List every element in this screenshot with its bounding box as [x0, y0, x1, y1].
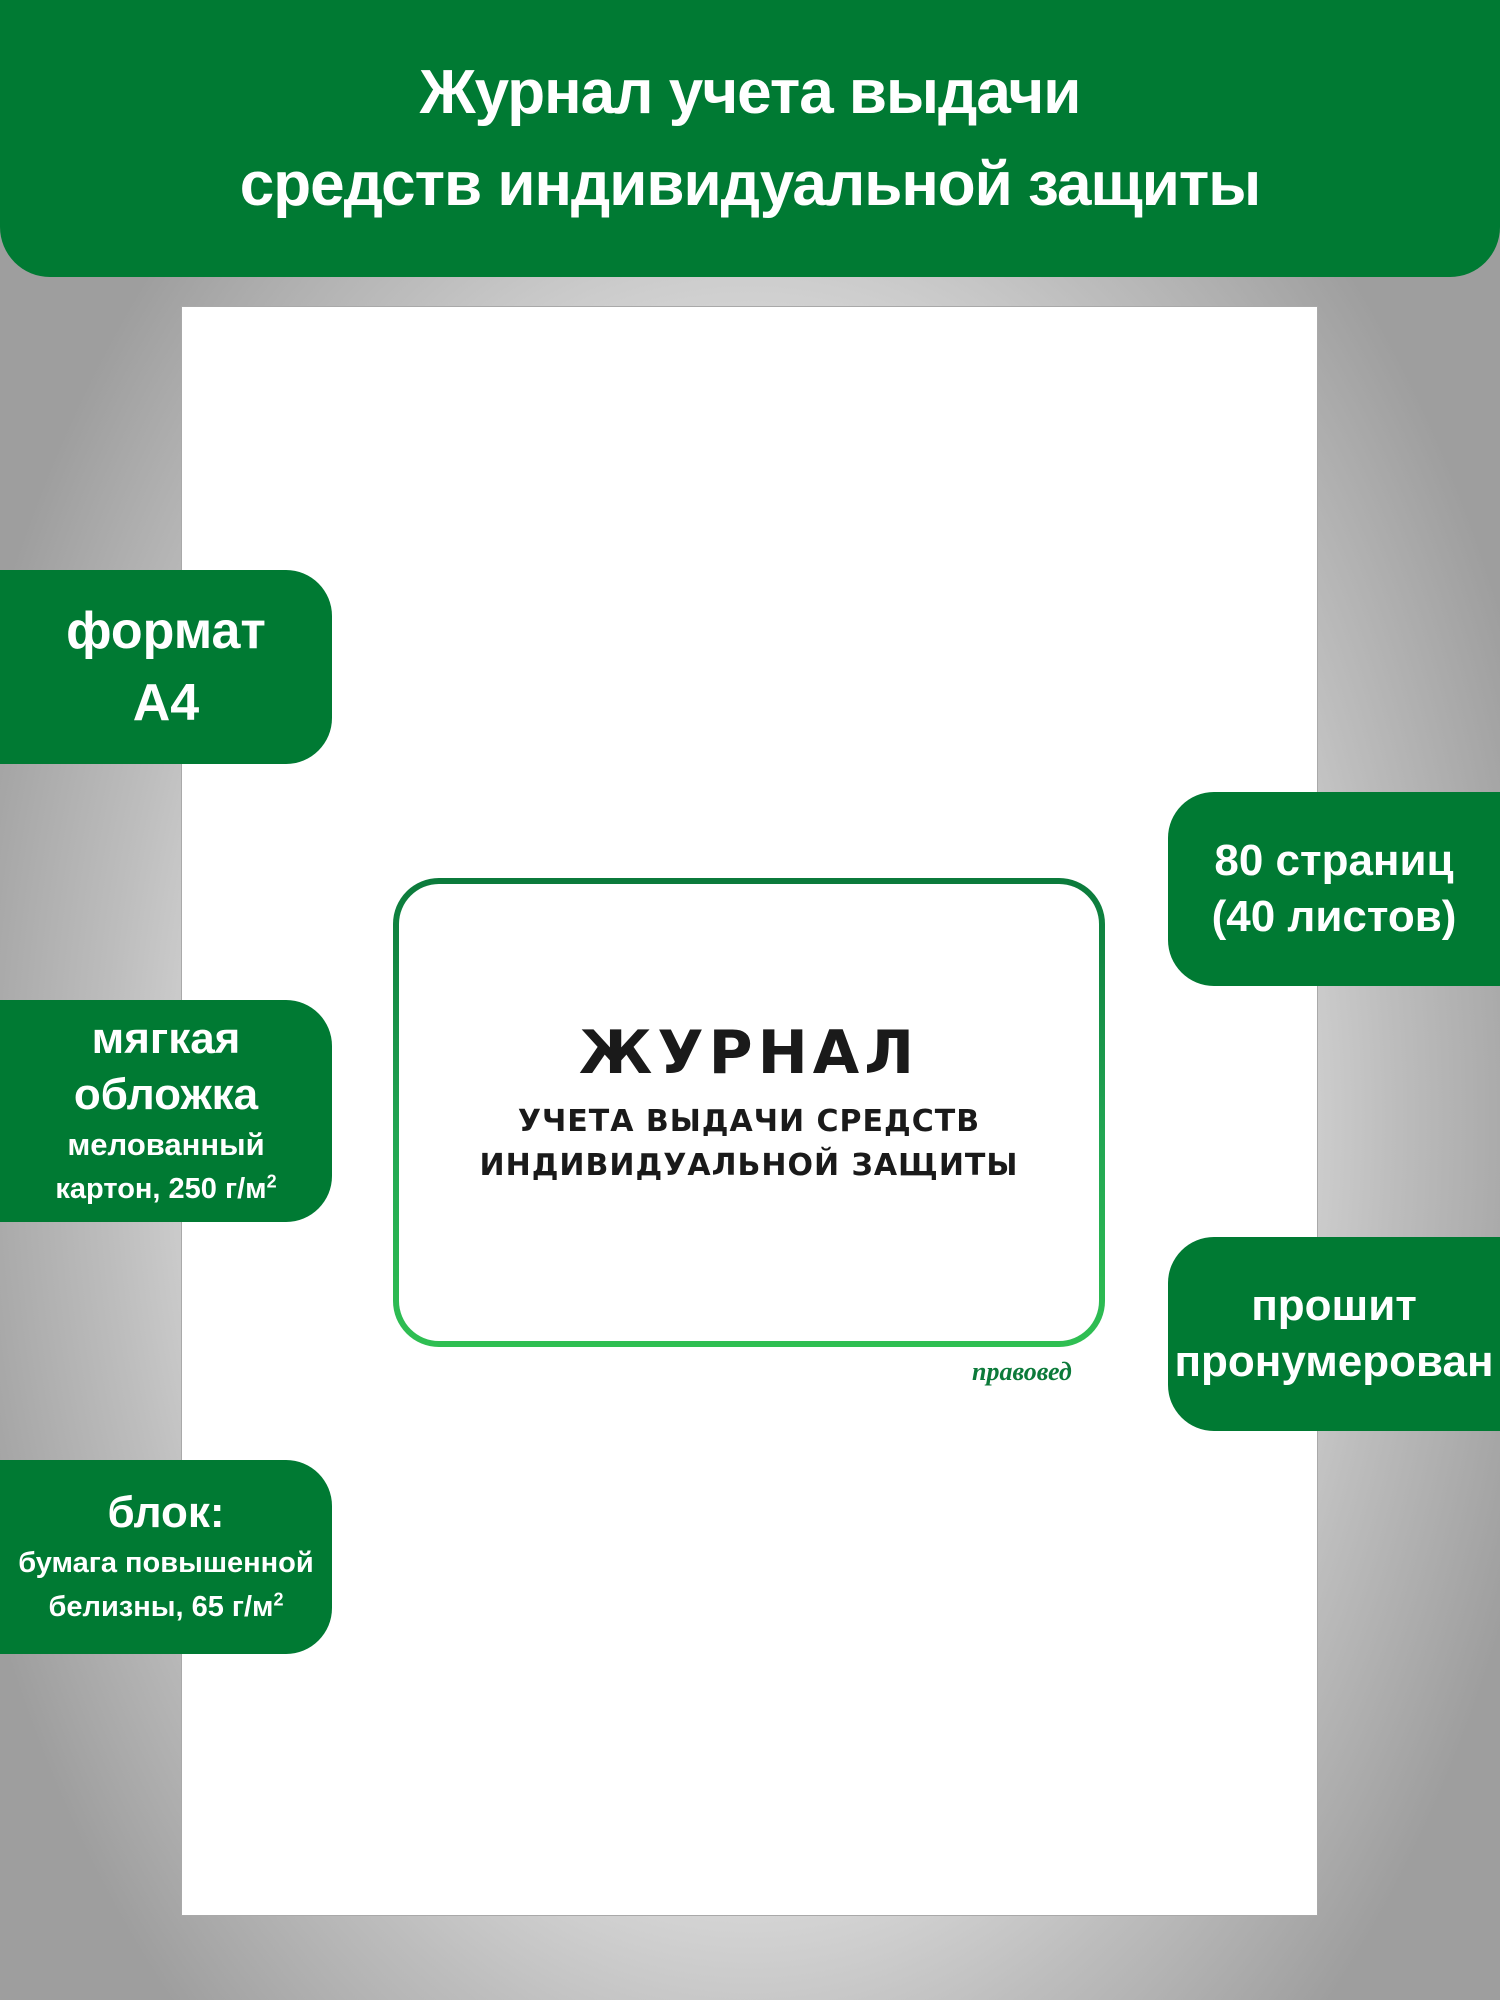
- badge-block: [0, 1460, 332, 1654]
- badge-cover-line3: мелованный: [67, 1127, 265, 1162]
- cover-title-frame: [393, 878, 1105, 1347]
- brand-logo-text: правовед: [972, 1357, 1072, 1386]
- badge-sewn-line1: прошит: [1251, 1281, 1417, 1330]
- badge-cover-line2: обложка: [73, 1070, 259, 1119]
- badge-cover-line1: мягкая: [91, 1014, 241, 1063]
- badge-format-line1: формат: [66, 602, 266, 660]
- badge-format-line2: А4: [132, 674, 200, 732]
- badge-cover: [0, 1000, 332, 1222]
- badge-block-line1: блок:: [107, 1488, 225, 1537]
- badge-block-line3: белизны, 65 $г/м^2$: [48, 1589, 284, 1623]
- cover-title: ЖУРНАЛ: [578, 1017, 920, 1088]
- badge-pages: [1168, 792, 1500, 986]
- badge-block-line2: бумага повышенной: [18, 1547, 314, 1579]
- badge-sewn-line2: пронумерован: [1174, 1337, 1494, 1386]
- header-banner: [0, 0, 1500, 277]
- badge-cover-line4: картон, 250 $г/м^2$: [55, 1171, 277, 1205]
- badge-format: [0, 570, 332, 764]
- journal-cover: [181, 306, 1318, 1916]
- badge-sewn: [1168, 1237, 1500, 1431]
- product-title: Журнал учета выдачи средств индивидуальной защиты: [239, 57, 1261, 219]
- cover-subtitle: УЧЕТА ВЫДАЧИ СРЕДСТВ ИНДИВИДУАЛЬНОЙ ЗАЩИТЫ: [479, 1103, 1019, 1183]
- badge-pages-line2: (40 листов): [1211, 892, 1457, 941]
- badge-pages-line1: 80 страниц: [1214, 836, 1454, 885]
